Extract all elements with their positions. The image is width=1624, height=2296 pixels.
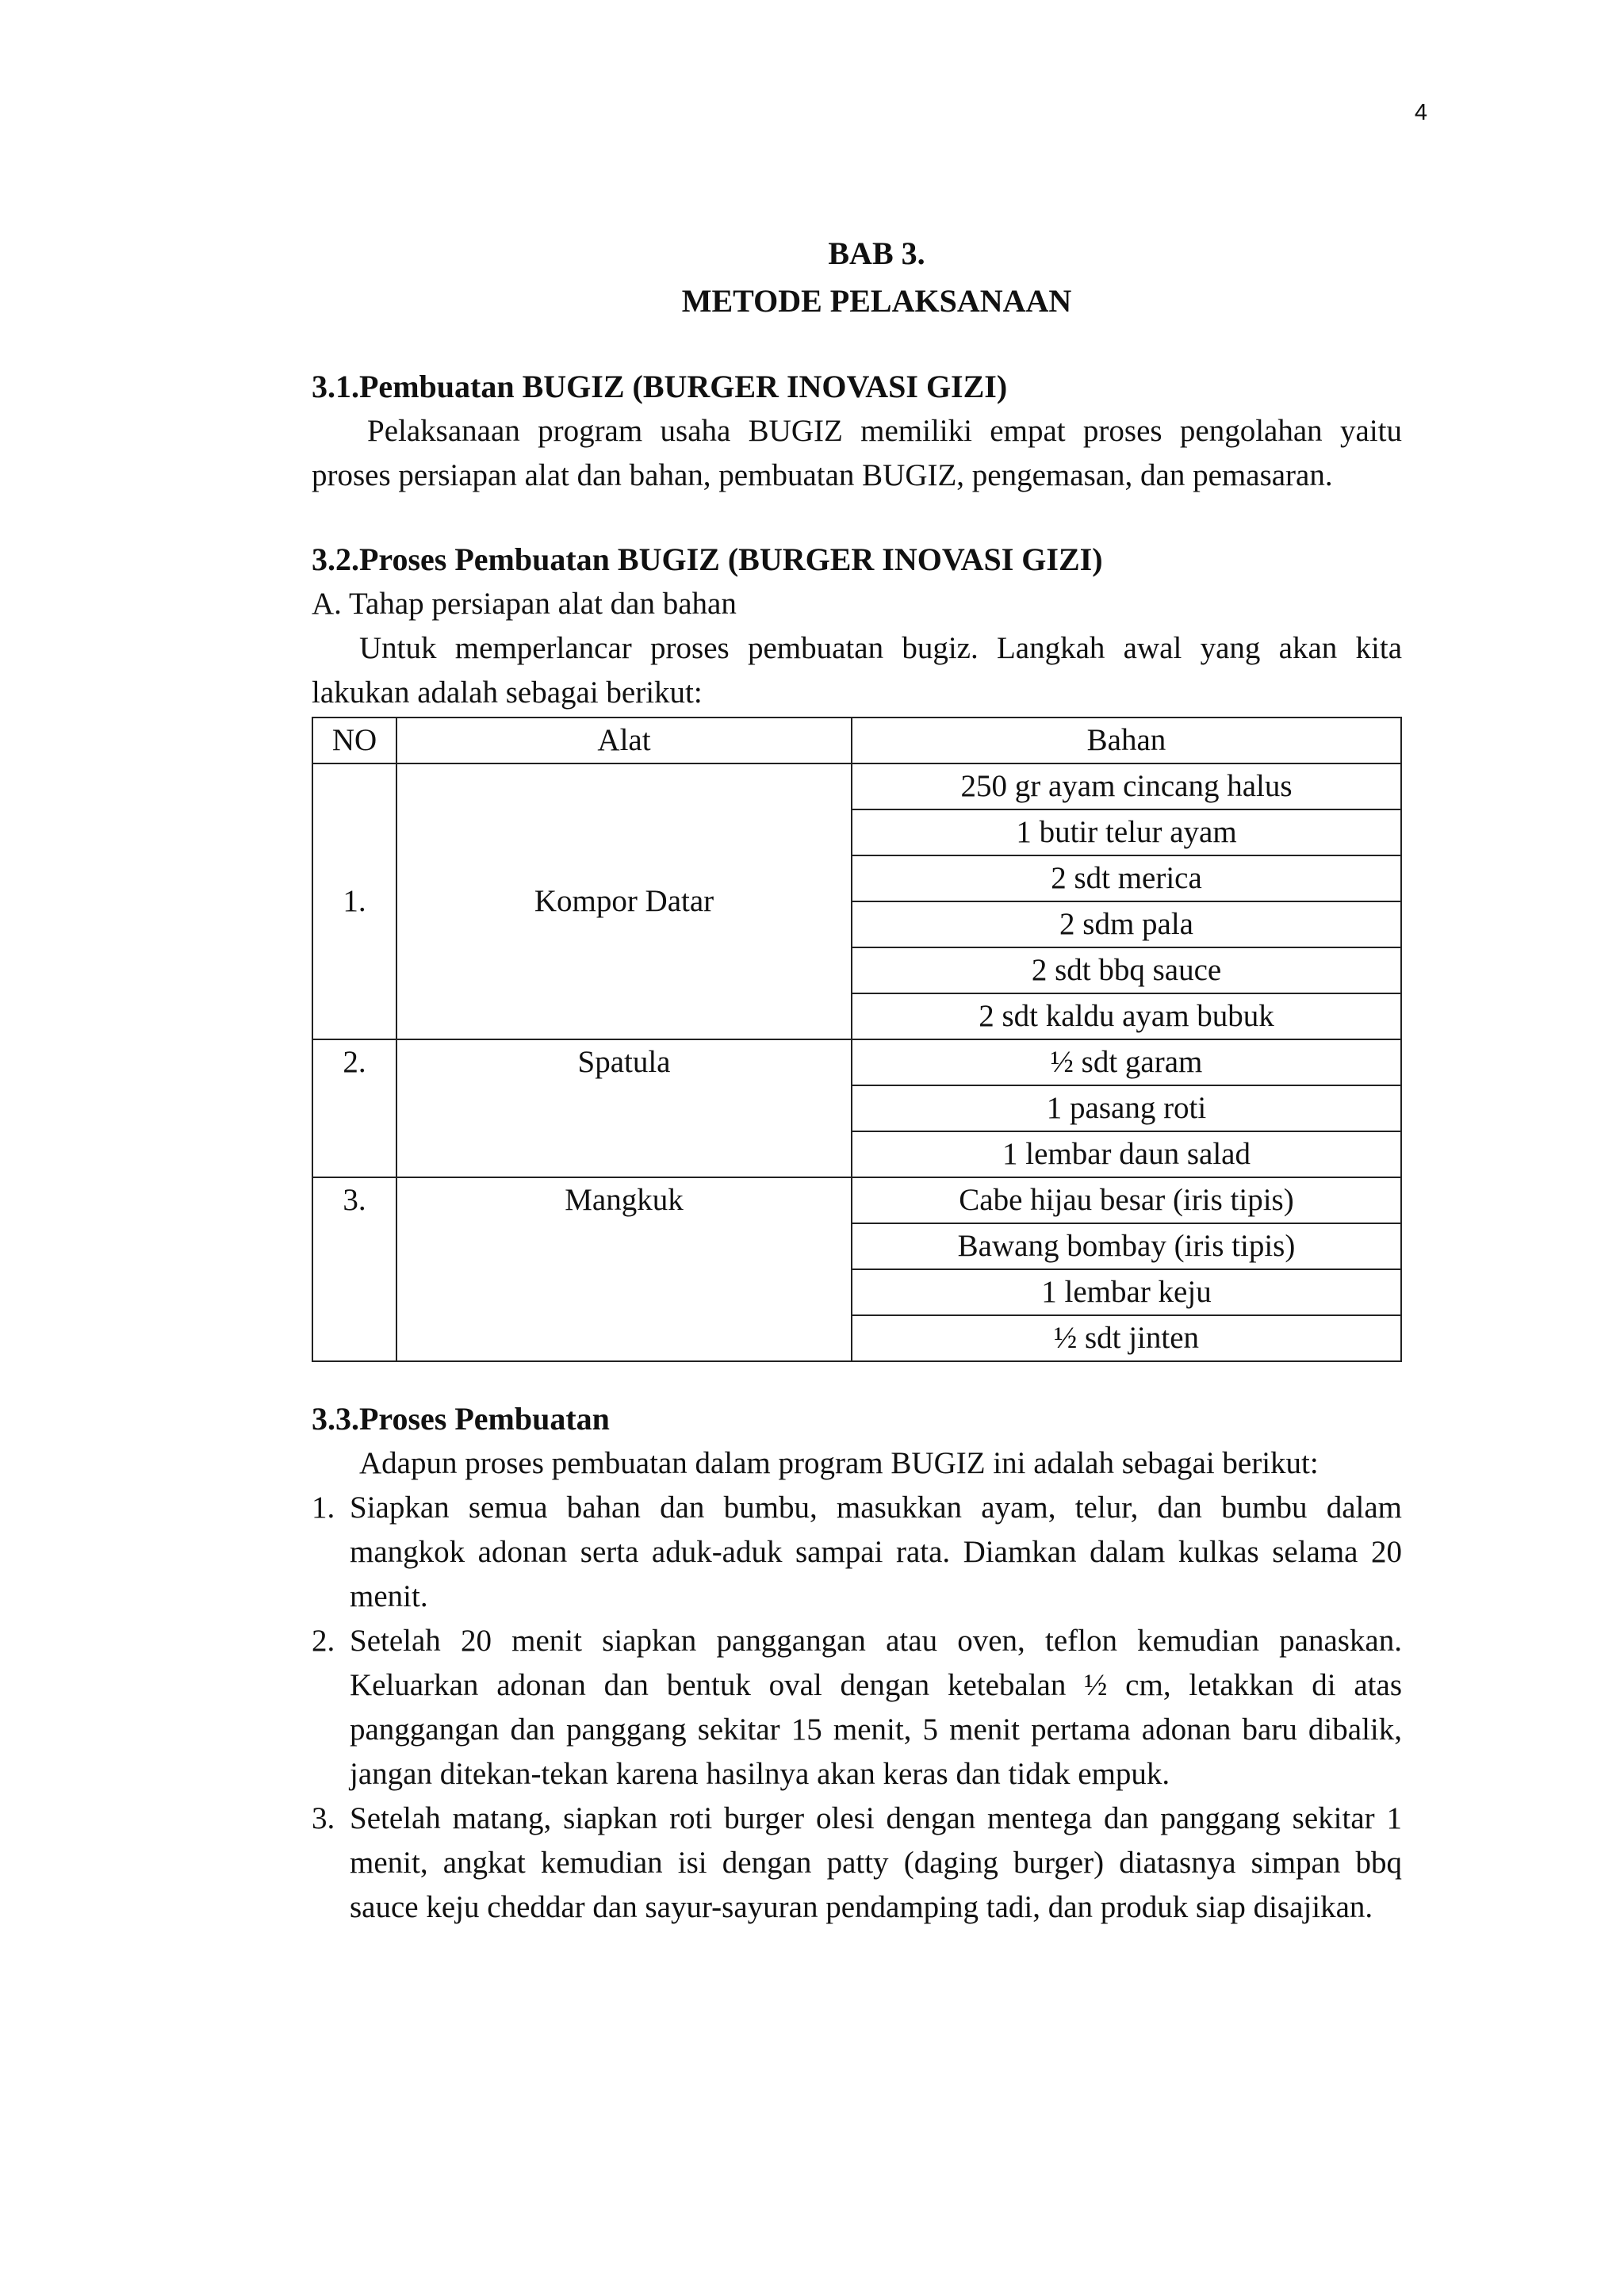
table-cell-bahan: Bawang bombay (iris tipis) <box>852 1223 1401 1269</box>
process-steps-list <box>312 1486 1402 1930</box>
chapter-title: METODE PELAKSANAAN <box>681 283 1072 319</box>
page-number: 4 <box>1414 100 1427 125</box>
table-cell-bahan: 250 gr ayam cincang halus <box>852 763 1401 809</box>
table-cell-bahan: 1 butir telur ayam <box>852 809 1401 855</box>
table-cell-bahan: 2 sdm pala <box>852 901 1401 947</box>
step-number: 3. <box>312 1801 335 1835</box>
table-cell-bahan: 1 lembar keju <box>852 1269 1401 1315</box>
table-cell-bahan: 1 pasang roti <box>852 1085 1401 1131</box>
table-row <box>312 1039 1401 1085</box>
table-cell-no: 2. <box>312 1039 396 1177</box>
step-text: Setelah matang, siapkan roti burger olesi dengan mentega dan panggang sekitar 1 menit, angkat kemudian isi dengan patty (daging burger) diatasnya simpan bbq sauce keju cheddar dan sayur-sayuran pendamping tadi, dan produk siap disajikan. <box>350 1801 1402 1924</box>
list-item <box>312 1797 1402 1930</box>
table-cell-no: 1. <box>312 763 396 1039</box>
step-number: 2. <box>312 1624 335 1658</box>
table-cell-bahan: 2 sdt bbq sauce <box>852 947 1401 993</box>
step-number: 1. <box>312 1490 335 1525</box>
tools-ingredients-table <box>312 717 1402 1362</box>
chapter-label: BAB 3. <box>828 235 925 271</box>
section-heading-3-2: 3.2.Proses Pembuatan BUGIZ (BURGER INOVASI GIZI) <box>312 541 1103 577</box>
table-cell-no: 3. <box>312 1177 396 1361</box>
step-text: Siapkan semua bahan dan bumbu, masukkan ayam, telur, dan bumbu dalam mangkok adonan serta aduk-aduk sampai rata. Diamkan dalam kulkas selama 20 menit. <box>350 1490 1402 1613</box>
table-cell-bahan: Cabe hijau besar (iris tipis) <box>852 1177 1401 1223</box>
spacer <box>312 498 1402 538</box>
section-heading-3-3: 3.3.Proses Pembuatan <box>312 1401 610 1437</box>
table-row <box>312 763 1401 809</box>
section-heading-3-1: 3.1.Pembuatan BUGIZ (BURGER INOVASI GIZI) <box>312 369 1008 404</box>
section-3-2-paragraph: Untuk memperlancar proses pembuatan bugiz. Langkah awal yang akan kita lakukan adalah sebagai berikut: <box>312 631 1402 710</box>
table-cell-alat: Spatula <box>396 1039 852 1177</box>
spacer <box>312 325 1402 365</box>
table-header-alat: Alat <box>396 718 852 763</box>
table-header-bahan: Bahan <box>852 718 1401 763</box>
section-3-3-intro: Adapun proses pembuatan dalam program BUGIZ ini adalah sebagai berikut: <box>359 1446 1319 1480</box>
table-cell-bahan: 2 sdt merica <box>852 855 1401 901</box>
section-3-2-subheading: A. Tahap persiapan alat dan bahan <box>312 587 737 621</box>
table-cell-bahan: ½ sdt garam <box>852 1039 1401 1085</box>
section-3-1-paragraph: Pelaksanaan program usaha BUGIZ memiliki empat proses pengolahan yaitu proses persiapan alat dan bahan, pembuatan BUGIZ, pengemasan, dan pemasaran. <box>312 414 1402 492</box>
step-text: Setelah 20 menit siapkan panggangan atau oven, teflon kemudian panaskan. Keluarkan adonan dan bentuk oval dengan ketebalan ½ cm, letakkan di atas panggangan dan panggang sekitar 15 menit, 5 menit pertama adonan baru dibalik, jangan ditekan-tekan karena hasilnya akan keras dan tidak empuk. <box>350 1624 1402 1791</box>
table-row <box>312 1177 1401 1223</box>
document-body <box>312 230 1402 1930</box>
table-header-no: NO <box>312 718 396 763</box>
spacer <box>312 1362 1402 1397</box>
table-header-row <box>312 718 1401 763</box>
table-cell-bahan: 1 lembar daun salad <box>852 1131 1401 1177</box>
table-cell-alat: Mangkuk <box>396 1177 852 1361</box>
list-item <box>312 1619 1402 1797</box>
table-cell-bahan: ½ sdt jinten <box>852 1315 1401 1361</box>
list-item <box>312 1486 1402 1619</box>
table-cell-bahan: 2 sdt kaldu ayam bubuk <box>852 993 1401 1039</box>
table-cell-alat: Kompor Datar <box>396 763 852 1039</box>
